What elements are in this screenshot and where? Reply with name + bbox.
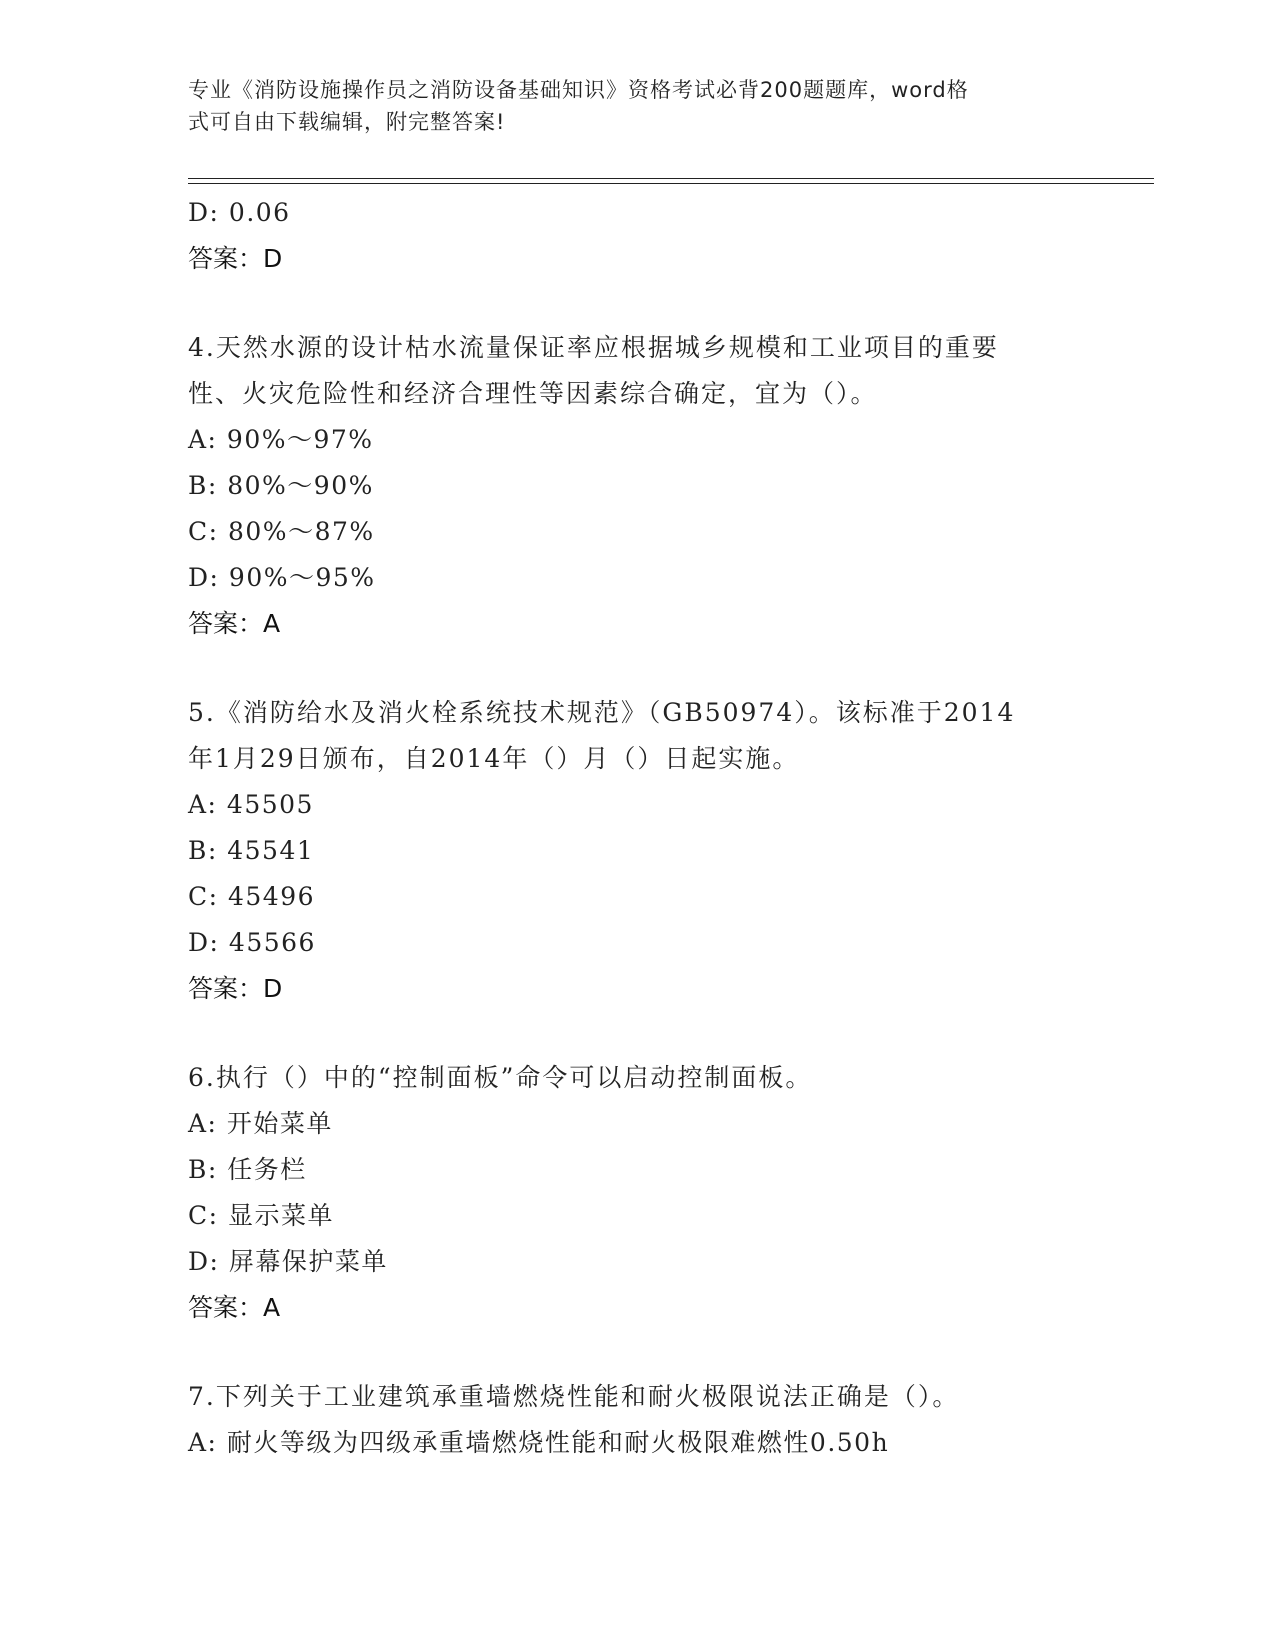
question-text: 4.天然水源的设计枯水流量保证率应根据城乡规模和工业项目的重要: [188, 333, 999, 362]
option-b: B: 45541: [188, 836, 315, 865]
option-b: B: 80%～90%: [188, 471, 374, 500]
question-text: 性、火灾危险性和经济合理性等因素综合确定，宜为（）。: [188, 379, 878, 408]
question-5: [188, 690, 1088, 1012]
question-text: 6.执行（）中的“控制面板”命令可以启动控制面板。: [188, 1063, 813, 1092]
answer: 答案：A: [188, 1293, 281, 1322]
question-text: 年1月29日颁布，自2014年（）月（）日起实施。: [188, 744, 800, 773]
option-c: C: 显示菜单: [188, 1201, 334, 1230]
option-c: C: 80%～87%: [188, 517, 375, 546]
option-a: A: 90%～97%: [188, 425, 374, 454]
header-line-2: 式可自由下载编辑，附完整答案!: [188, 110, 506, 134]
header-line-1: 专业《消防设施操作员之消防设备基础知识》资格考试必背200题题库，word格: [188, 78, 969, 102]
option-d: D: 屏幕保护菜单: [188, 1247, 388, 1276]
header-divider-top: [188, 178, 1154, 179]
option-d: D: 90%～95%: [188, 563, 376, 592]
document-header: [188, 74, 1068, 138]
answer: 答案：D: [188, 244, 283, 273]
option-a: A: 开始菜单: [188, 1109, 333, 1138]
question-list: [188, 190, 1088, 1466]
option-d: D: 0.06: [188, 198, 291, 227]
answer: 答案：D: [188, 974, 283, 1003]
option-a: A: 45505: [188, 790, 314, 819]
question-6: [188, 1055, 1088, 1331]
question-text: 5.《消防给水及消火栓系统技术规范》（GB50974）。该标准于2014: [188, 698, 1016, 727]
answer: 答案：A: [188, 609, 281, 638]
question-text: 7.下列关于工业建筑承重墙燃烧性能和耐火极限说法正确是（）。: [188, 1382, 960, 1411]
option-d: D: 45566: [188, 928, 316, 957]
header-divider-bottom: [188, 183, 1154, 184]
option-c: C: 45496: [188, 882, 316, 911]
question-4: [188, 325, 1088, 647]
option-a: A: 耐火等级为四级承重墙燃烧性能和耐火极限难燃性0.50h: [188, 1428, 890, 1457]
question-3-tail: [188, 190, 1088, 282]
option-b: B: 任务栏: [188, 1155, 307, 1184]
question-7: [188, 1374, 1088, 1466]
